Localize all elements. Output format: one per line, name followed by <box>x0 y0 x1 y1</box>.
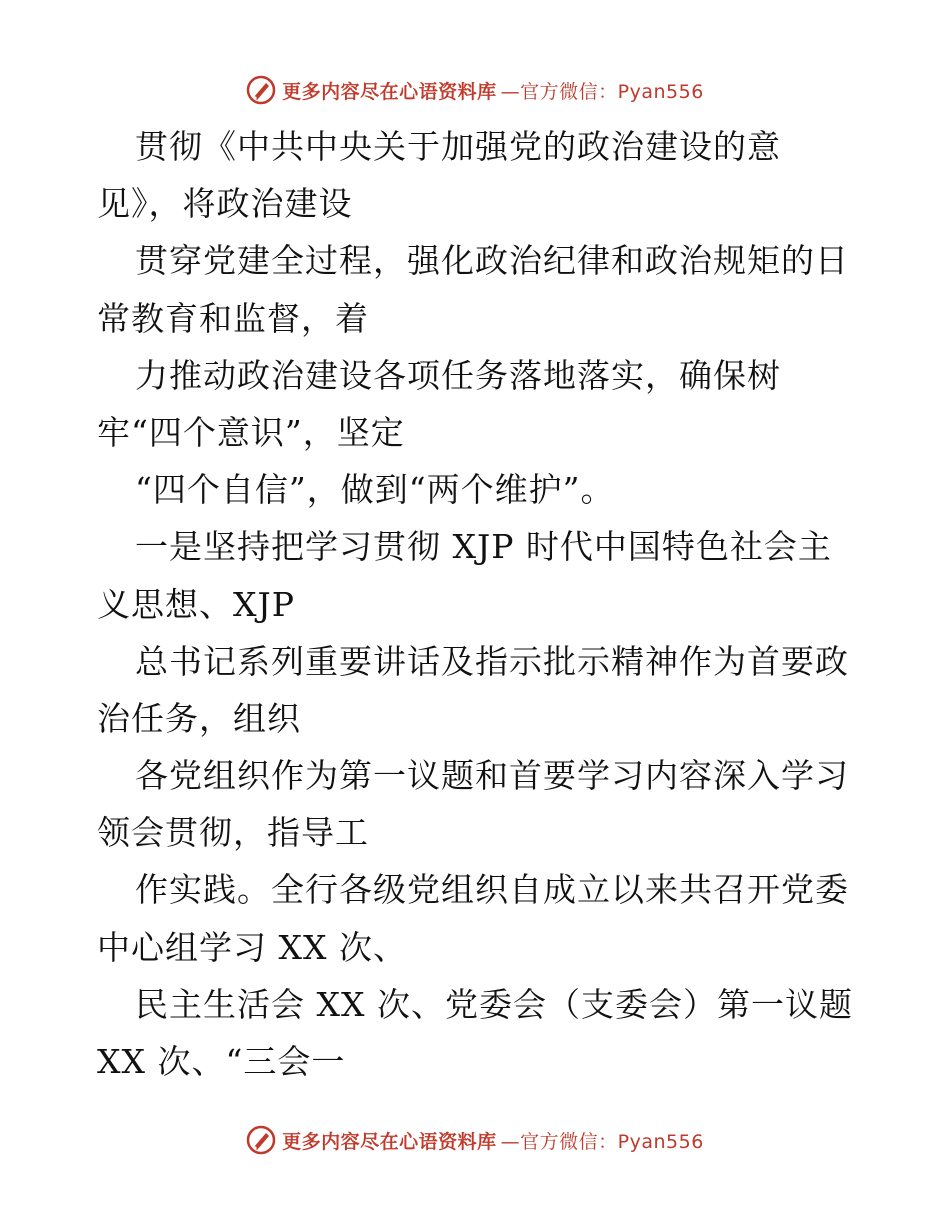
watermark-sub-text: —官方微信：Pyan556 <box>500 1130 704 1153</box>
text-line: 总书记系列重要讲话及指示批示精神作为首要政 <box>135 641 849 681</box>
pen-logo-icon <box>246 75 276 105</box>
watermark-sub-text: —官方微信：Pyan556 <box>500 80 704 103</box>
text-line: “四个自信”，做到“两个维护”。 <box>135 470 615 510</box>
text-line: 贯彻《中共中央关于加强党的政治建设的意 <box>135 127 781 166</box>
text-line: 领会贯彻，指导工 <box>97 813 369 853</box>
header-watermark <box>0 70 950 110</box>
watermark-main-text: 更多内容尽在心语资料库 <box>282 1130 497 1153</box>
text-line: XX 次、“三会一 <box>97 1042 346 1081</box>
text-line: 中心组学习 XX 次、 <box>97 927 407 967</box>
text-line: 常教育和监督，着 <box>97 298 369 338</box>
text-line: 治任务，组织 <box>97 698 301 738</box>
text-line: 见》，将政治建设 <box>97 184 353 224</box>
text-line: 作实践。全行各级党组织自成立以来共召开党委 <box>135 870 849 910</box>
footer-watermark <box>0 1120 950 1160</box>
pen-logo-icon <box>246 1125 276 1155</box>
text-line: 民主生活会 XX 次、党委会（支委会）第一议题 <box>135 984 853 1024</box>
text-line: 牢“四个意识”，坚定 <box>97 412 405 452</box>
text-line: 力推动政治建设各项任务落地落实，确保树 <box>135 355 781 395</box>
text-line: 各党组织作为第一议题和首要学习内容深入学习 <box>135 756 849 796</box>
document-body <box>97 118 877 1090</box>
watermark-main-text: 更多内容尽在心语资料库 <box>282 80 497 103</box>
text-line: 一是坚持把学习贯彻 XJP 时代中国特色社会主 <box>135 527 832 567</box>
text-line: 贯穿党建全过程，强化政治纪律和政治规矩的日 <box>135 241 849 281</box>
text-line: 义思想、XJP <box>97 584 295 624</box>
